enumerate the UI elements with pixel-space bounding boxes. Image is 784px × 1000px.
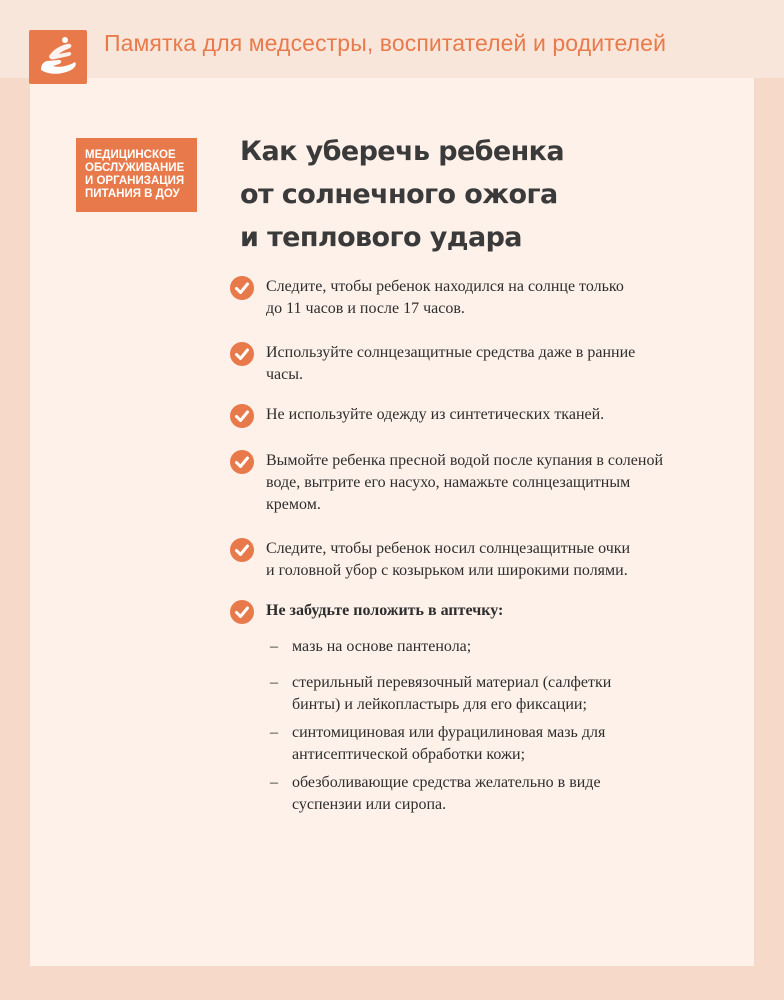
title-line: от солнечного ожога xyxy=(240,179,558,210)
kit-text xyxy=(292,636,471,658)
kit-line: антисептической обработки кожи; xyxy=(292,746,526,763)
tag-line: МЕДИЦИНСКОЕ xyxy=(85,149,176,161)
check-circle-icon xyxy=(230,342,254,366)
item-line: Не забудьте положить в аптечку: xyxy=(266,602,504,619)
tag-line: И ОРГАНИЗАЦИЯ xyxy=(85,175,185,187)
item-text xyxy=(266,450,736,516)
tag-line: ОБСЛУЖИВАНИЕ xyxy=(85,162,185,174)
item-text xyxy=(266,538,736,582)
title-line: Как уберечь ребенка xyxy=(240,136,565,167)
page-title xyxy=(240,130,680,259)
dash-bullet: – xyxy=(270,724,278,741)
tag-line: ПИТАНИЯ В ДОУ xyxy=(85,188,180,200)
kit-line: обезболивающие средства желательно в виде xyxy=(292,774,601,791)
dash-bullet: – xyxy=(270,638,278,655)
item-line: Не используйте одежду из синтетических тканей. xyxy=(266,406,605,423)
kit-line: суспензии или сиропа. xyxy=(292,796,447,813)
kit-text xyxy=(292,772,601,816)
section-tag xyxy=(76,138,197,212)
item-line: Используйте солнцезащитные средства даже в ранние xyxy=(266,344,636,361)
header-title: Памятка для медсестры, воспитателей и родителей xyxy=(104,30,667,56)
check-circle-icon xyxy=(230,276,254,300)
check-circle-icon xyxy=(230,404,254,428)
kit-line: мазь на основе пантенола; xyxy=(292,638,472,655)
kit-line: стерильный перевязочный материал (салфетки xyxy=(292,674,612,691)
item-line: и головной убор с козырьком или широкими полями. xyxy=(266,562,628,579)
item-text xyxy=(266,600,736,622)
caring-hands-icon xyxy=(29,30,87,84)
check-circle-icon xyxy=(230,600,254,624)
item-line: до 11 часов и после 17 часов. xyxy=(266,300,465,317)
dash-bullet: – xyxy=(270,774,278,791)
item-line: кремом. xyxy=(266,496,321,513)
check-circle-icon xyxy=(230,538,254,562)
item-text xyxy=(266,404,736,426)
item-line: воде, вытрите его насухо, намажьте солнцезащитным xyxy=(266,474,631,491)
item-text xyxy=(266,276,736,320)
kit-line: синтомициновая или фурацилиновая мазь для xyxy=(292,724,606,741)
title-line: и теплового удара xyxy=(240,222,522,253)
item-line: Вымойте ребенка пресной водой после купания в соленой xyxy=(266,452,664,469)
dash-bullet: – xyxy=(270,674,278,691)
kit-line: бинты) и лейкопластырь для его фиксации; xyxy=(292,696,587,713)
item-line: Следите, чтобы ребенок носил солнцезащитные очки xyxy=(266,540,631,557)
item-line: часы. xyxy=(266,366,303,383)
item-line: Следите, чтобы ребенок находился на солнце только xyxy=(266,278,624,295)
item-text xyxy=(266,342,736,386)
kit-text xyxy=(292,672,611,716)
kit-text xyxy=(292,722,605,766)
check-circle-icon xyxy=(230,450,254,474)
